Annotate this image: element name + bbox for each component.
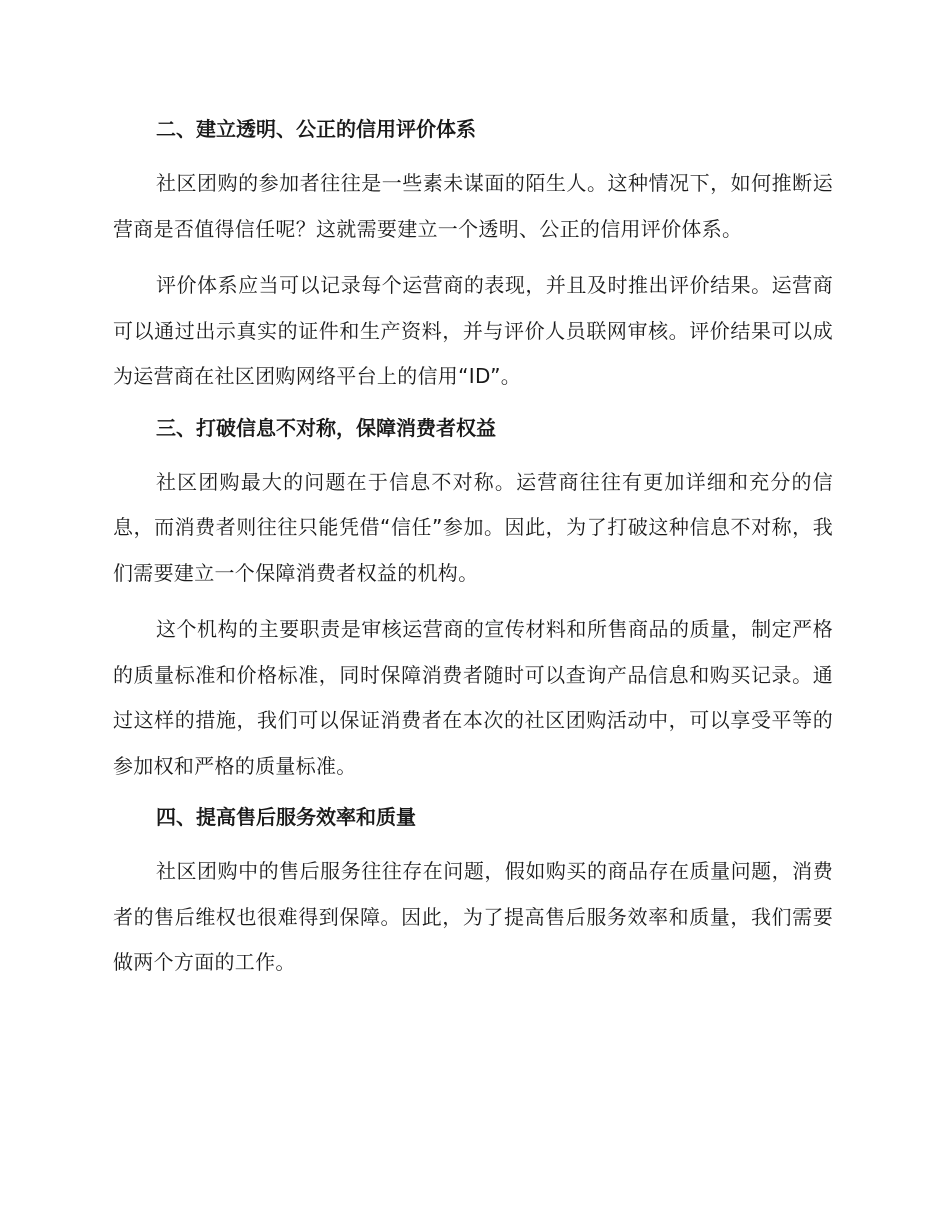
paragraph: 这个机构的主要职责是审核运营商的宣传材料和所售商品的质量，制定严格的质量标准和价格标准，同时保障消费者随时可以查询产品信息和购买记录。通过这样的措施，我们可以保证消费者在本次的社区团购活动中，可以享受平等的参加权和严格的质量标准。 [113, 617, 833, 778]
document-body [113, 112, 833, 997]
paragraph: 社区团购的参加者往往是一些素未谋面的陌生人。这种情况下，如何推断运营商是否值得信任呢？这就需要建立一个透明、公正的信用评价体系。 [113, 171, 833, 241]
paragraph: 评价体系应当可以记录每个运营商的表现，并且及时推出评价结果。运营商可以通过出示真实的证件和生产资料，并与评价人员联网审核。评价结果可以成为运营商在社区团购网络平台上的信用“ID”。 [113, 273, 833, 388]
section-heading-information-asymmetry: 三、打破信息不对称，保障消费者权益 [156, 415, 496, 440]
paragraph: 社区团购最大的问题在于信息不对称。运营商往往有更加详细和充分的信息，而消费者则往往只能凭借“信任”参加。因此，为了打破这种信息不对称，我们需要建立一个保障消费者权益的机构。 [113, 469, 833, 585]
section-heading-credit-evaluation: 二、建立透明、公正的信用评价体系 [156, 117, 476, 141]
paragraph: 社区团购中的售后服务往往存在问题，假如购买的商品存在质量问题，消费者的售后维权也很难得到保障。因此，为了提高售后服务效率和质量，我们需要做两个方面的工作。 [113, 859, 833, 974]
section-heading-after-sales-service: 四、提高售后服务效率和质量 [156, 805, 416, 829]
